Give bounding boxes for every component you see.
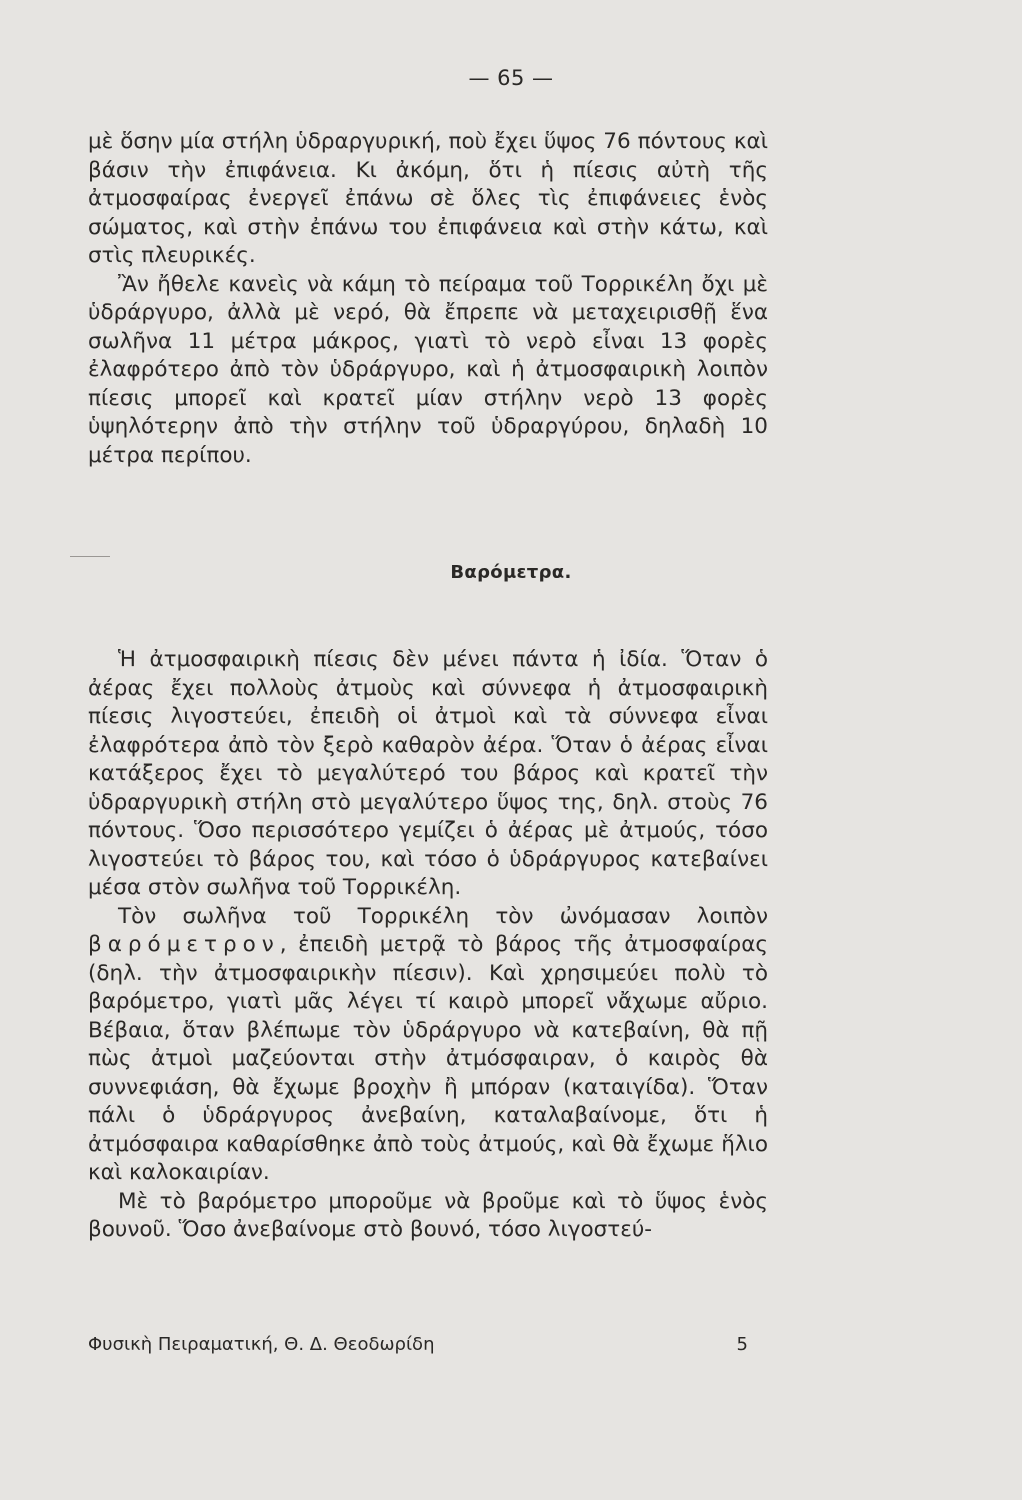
top-text-block <box>88 128 768 470</box>
footer-source: Φυσικὴ Πειραματική, Θ. Δ. Θεοδωρίδη <box>88 1334 435 1355</box>
barometer-term: βαρόμετρον <box>88 932 280 957</box>
bottom-text-block <box>88 646 768 1245</box>
paragraph-atmospheric-pressure: μὲ ὅσην μία στήλη ὑδραργυρική, ποὺ ἔχει ὕψος 76 πόντους καὶ βάσιν τὴν ἐπιφάνεια. Κι ἀκόμη, ὅτι ἡ πίεσις αὐτὴ τῆς ἀτμοσφαίρας ἐνεργεῖ ἐπάνω σὲ ὅλες τὶς ἐπιφάνειες ἑνὸς σώματος, καὶ στὴν ἐπάνω του ἐπιφάνεια καὶ στὴν κάτω, καὶ στὶς πλευρικές. <box>88 129 768 268</box>
barometer-intro: Τὸν σωλῆνα τοῦ Τορρικέλη τὸν ὠνόμασαν λοιπὸν <box>118 903 768 929</box>
page-footer <box>88 1334 748 1355</box>
scan-mark <box>70 556 110 557</box>
paragraph-barometer-definition <box>88 903 768 1188</box>
page-number: — 65 — <box>468 66 554 90</box>
footer-signature: 5 <box>736 1334 748 1355</box>
paragraph-pressure-variation: Ἡ ἀτμοσφαιρικὴ πίεσις δὲν μένει πάντα ἡ ἰδία. Ὅταν ὁ ἀέρας ἔχει πολλοὺς ἀτμοὺς καὶ σύννεφα ἡ ἀτμοσφαιρικὴ πίεσις λιγοστεύει, ἐπειδὴ οἱ ἀτμοὶ καὶ τὰ σύννεφα εἶναι ἐλαφρότερα ἀπὸ τὸν ξερὸ καθαρὸν ἀέρα. Ὅταν ὁ ἀέρας εἶναι κατάξερος ἔχει τὸ μεγαλύτερό του βάρος καὶ κρατεῖ τὴν ὑδραργυρικὴ στήλη στὸ μεγαλύτερο ὕψος της, δηλ. στοὺς 76 πόντους. Ὅσο περισσότερο γεμίζει ὁ ἀέρας μὲ ἀτμούς, τόσο λιγοστεύει τὸ βάρος του, καὶ τόσο ὁ ὑδράργυρος κατεβαίνει μέσα στὸν σωλῆνα τοῦ Τορρικέλη. <box>88 647 768 900</box>
paragraph-water-experiment: Ἂν ἤθελε κανεὶς νὰ κάμη τὸ πείραμα τοῦ Τορρικέλη ὄχι μὲ ὑδράργυρο, ἀλλὰ μὲ νερό, θὰ ἔπρεπε νὰ μεταχειρισθῇ ἕνα σωλῆνα 11 μέτρα μάκρος, γιατὶ τὸ νερὸ εἶναι 13 φορὲς ἐλαφρότερο ἀπὸ τὸν ὑδράργυρο, καὶ ἡ ἀτμοσφαιρικὴ λοιπὸν πίεσις μπορεῖ καὶ κρατεῖ μίαν στήλην νερὸ 13 φορὲς ὑψηλότερην ἀπὸ τὴν στήλην τοῦ ὑδραργύρου, δηλαδὴ 10 μέτρα περίπου. <box>88 271 768 468</box>
paragraph-mountain-height: Μὲ τὸ βαρόμετρο μποροῦμε νὰ βροῦμε καὶ τὸ ὕψος ἑνὸς βουνοῦ. Ὅσο ἀνεβαίνομε στὸ βουνό, τόσο λιγοστεύ- <box>88 1188 768 1242</box>
section-heading: Βαρόμετρα. <box>450 562 572 583</box>
barometer-explanation: , ἐπειδὴ μετρᾷ τὸ βάρος τῆς ἀτμοσφαίρας (δηλ. τὴν ἀτμοσφαιρικὴν πίεσιν). Καὶ χρησιμεύει πολὺ τὸ βαρόμετρο, γιατὶ μᾶς λέγει τί καιρὸ μπορεῖ νἄχωμε αὔριο. Βέβαια, ὅταν βλέπωμε τὸν ὑδράργυρο νὰ κατεβαίνη, θὰ πῇ πὼς ἀτμοὶ μαζεύονται στὴν ἀτμόσφαιραν, ὁ καιρὸς θὰ συννεφιάση, θὰ ἔχωμε βροχὴν ἢ μπόραν (καταιγίδα). Ὅταν πάλι ὁ ὑδράργυρος ἀνεβαίνη, καταλαβαίνομε, ὅτι ἡ ἀτμόσφαιρα καθαρίσθηκε ἀπὸ τοὺς ἀτμούς, καὶ θὰ ἔχωμε ἥλιο καὶ καλοκαιρίαν. <box>88 932 768 1185</box>
